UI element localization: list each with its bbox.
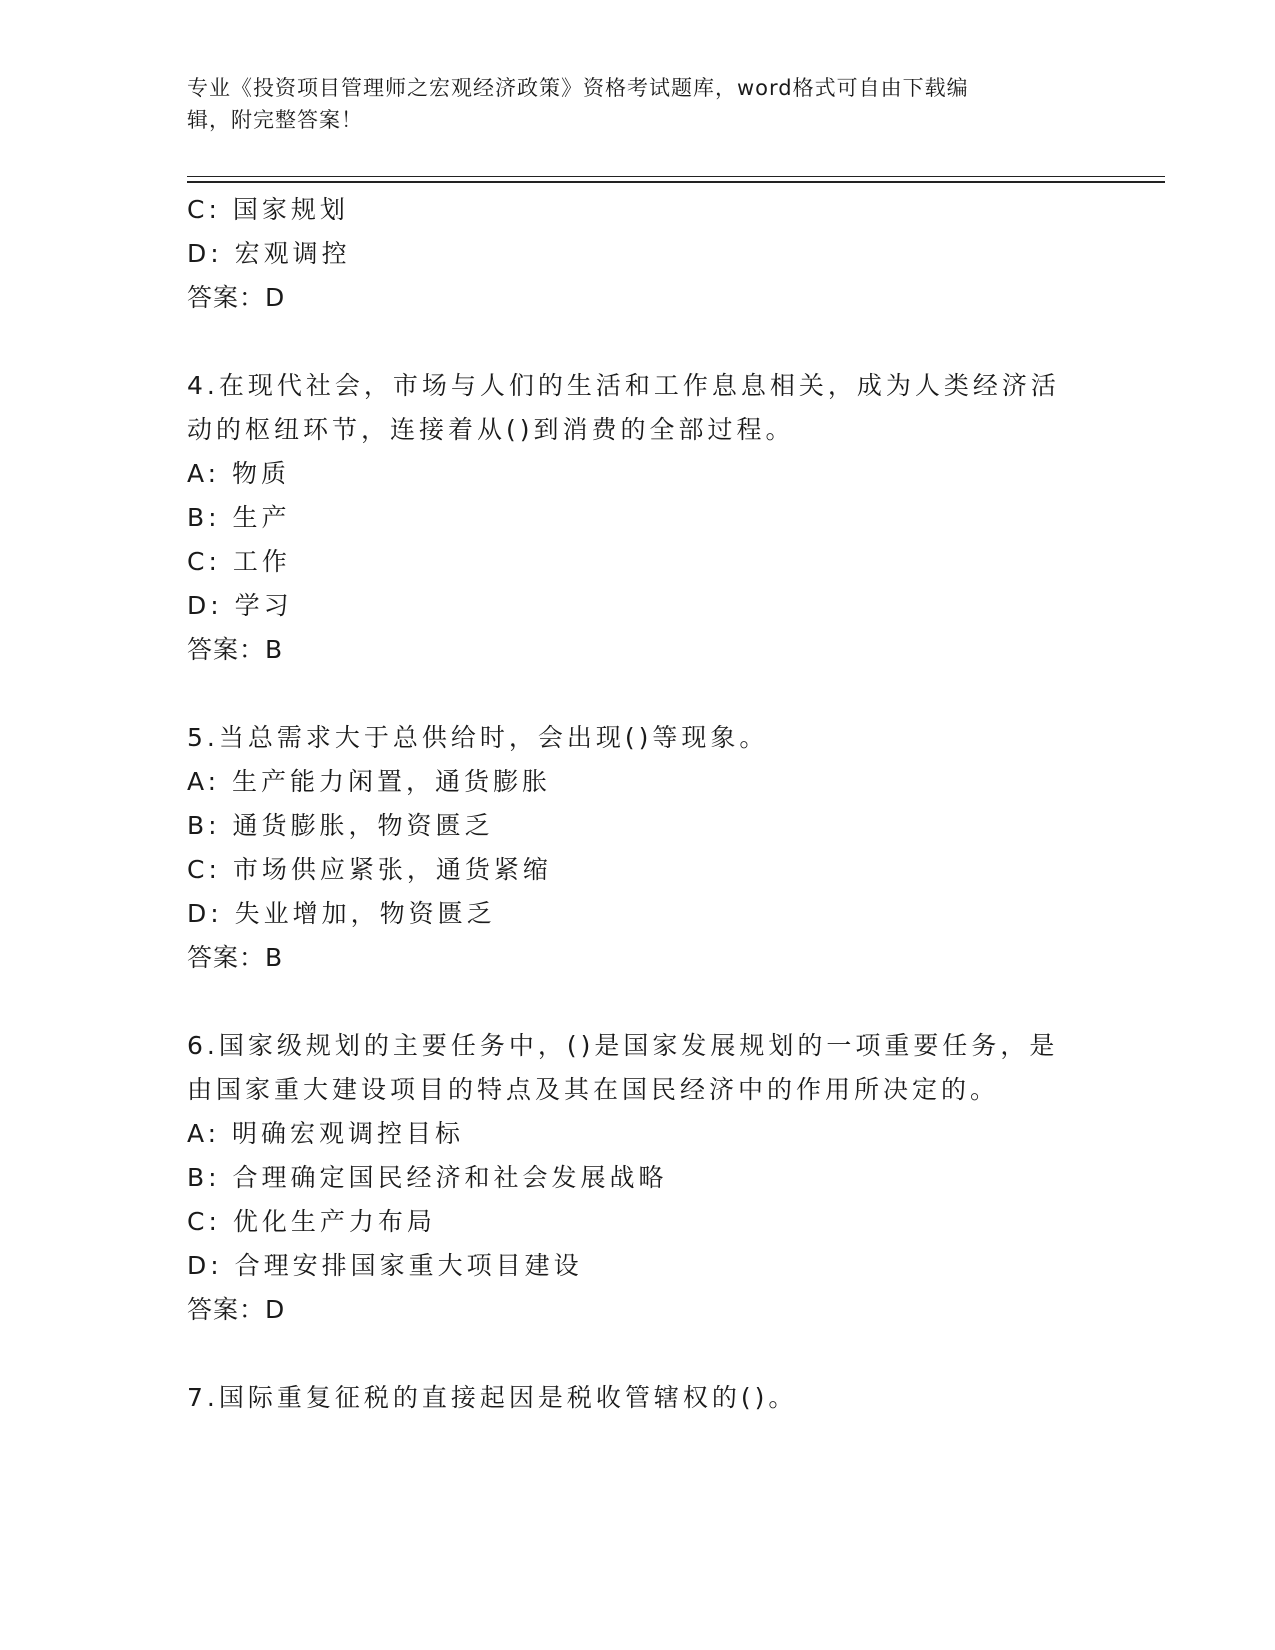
answer-line: 答案：D (187, 283, 286, 312)
question-line: 6.国家级规划的主要任务中，()是国家发展规划的一项重要任务，是 (187, 1031, 1059, 1060)
option-line: C: 国家规划 (187, 195, 349, 224)
question-line: 7.国际重复征税的直接起因是税收管辖权的()。 (187, 1383, 798, 1412)
header-line-2: 辑，附完整答案！ (187, 108, 363, 132)
option-line: B: 合理确定国民经济和社会发展战略 (187, 1163, 668, 1192)
question-line: 4.在现代社会，市场与人们的生活和工作息息相关，成为人类经济活 (187, 371, 1060, 400)
option-line: A: 生产能力闲置，通货膨胀 (187, 767, 552, 796)
header-divider-thin (187, 176, 1165, 177)
question-line: 5.当总需求大于总供给时，会出现()等现象。 (187, 723, 769, 752)
answer-line: 答案：B (187, 635, 284, 664)
option-line: A: 明确宏观调控目标 (187, 1119, 465, 1148)
option-line: A: 物质 (187, 459, 291, 488)
document-header (187, 72, 1087, 136)
question-line: 由国家重大建设项目的特点及其在国民经济中的作用所决定的。 (187, 1075, 1000, 1104)
option-line: C: 市场供应紧张，通货紧缩 (187, 855, 552, 884)
header-divider-thick (187, 181, 1165, 183)
question-line: 动的枢纽环节，连接着从()到消费的全部过程。 (187, 415, 795, 444)
option-line: B: 生产 (187, 503, 291, 532)
option-line: C: 优化生产力布局 (187, 1207, 436, 1236)
option-line: C: 工作 (187, 547, 291, 576)
option-line: D: 宏观调控 (187, 239, 351, 268)
option-line: D: 合理安排国家重大项目建设 (187, 1251, 583, 1280)
option-line: B: 通货膨胀，物资匮乏 (187, 811, 494, 840)
header-line-1: 专业《投资项目管理师之宏观经济政策》资格考试题库，word格式可自由下载编 (187, 76, 969, 100)
option-line: D: 学习 (187, 591, 293, 620)
answer-line: 答案：B (187, 943, 284, 972)
option-line: D: 失业增加，物资匮乏 (187, 899, 496, 928)
answer-line: 答案：D (187, 1295, 286, 1324)
